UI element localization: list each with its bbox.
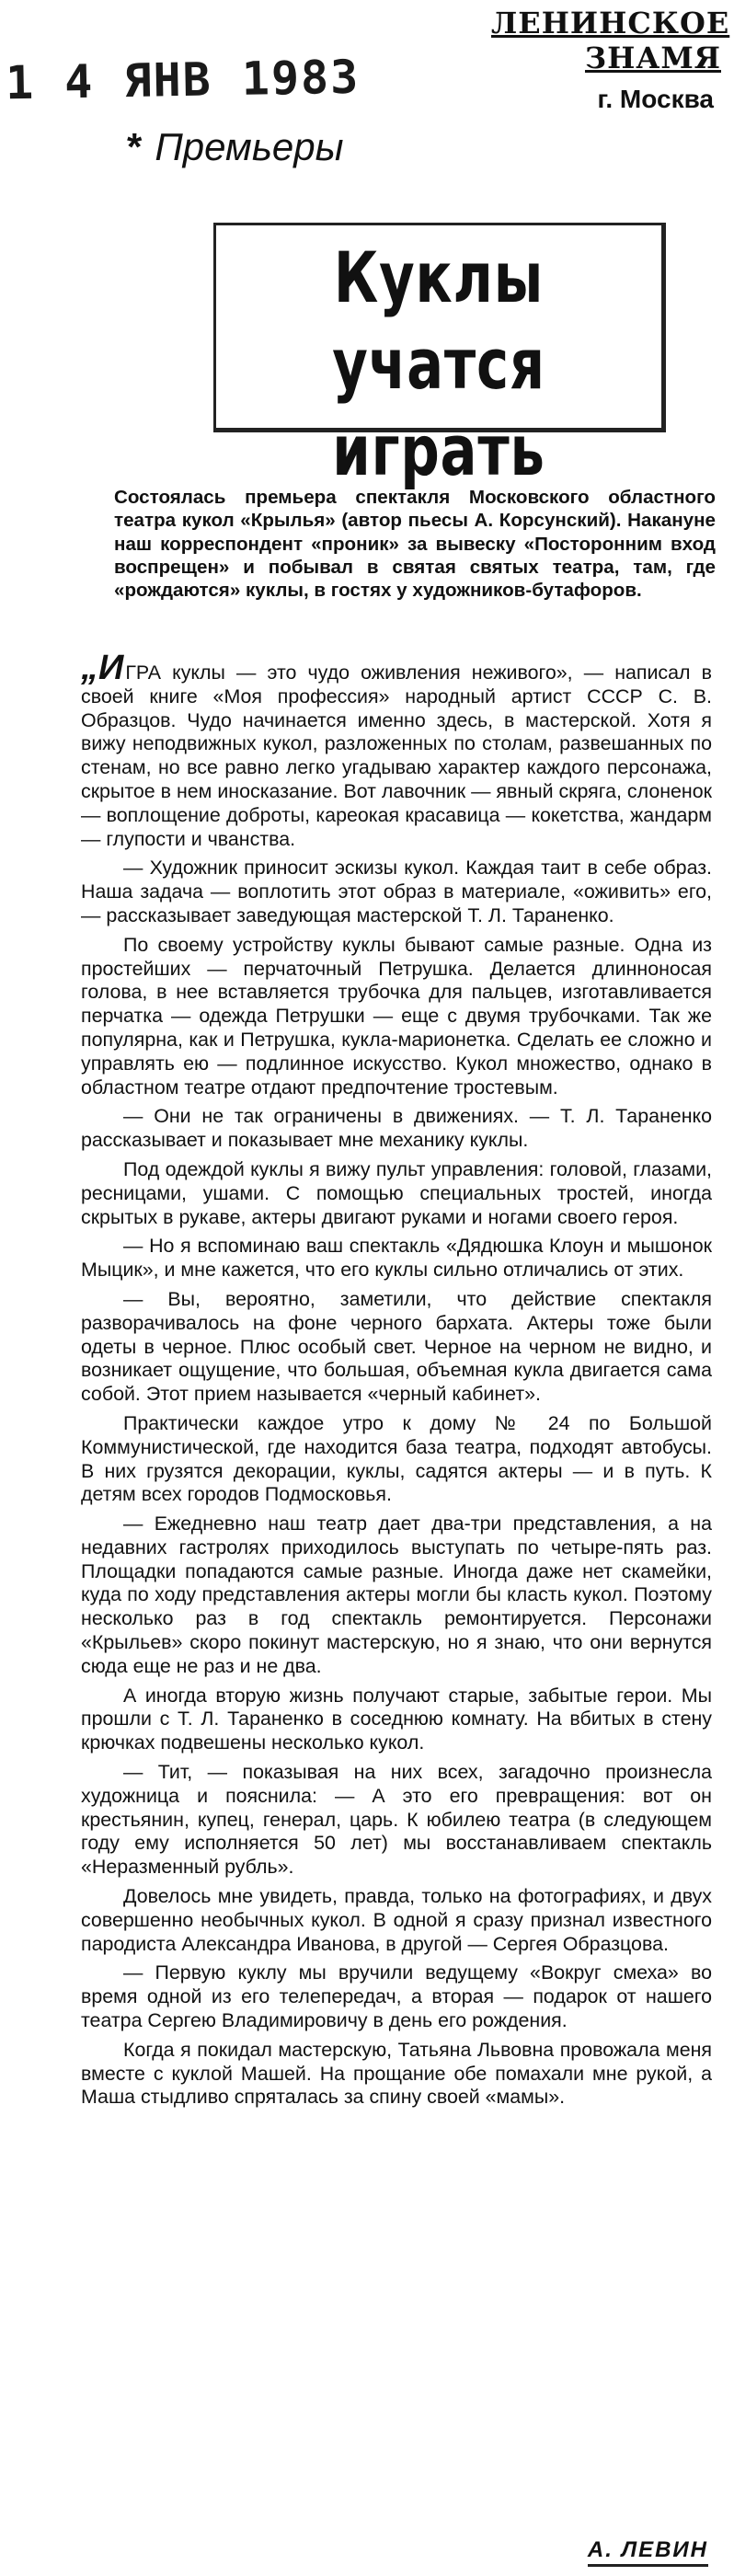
headline-line-1: Куклы учатся: [332, 236, 545, 405]
paragraph-text: ГРА куклы — это чудо оживления неживого», — написал в своей книге «Моя профессия» народный артист СССР С. В. Образцов. Чудо начинается именно здесь, в мастерской. Хотя я вижу неподвижных кукол, разложенных по столам, развешанных по стенам, но все равно легко угадываю характер каждого персонажа, скрытое в нем иносказание. Вот лавочник — явный скряга, слоненок — воплощение доброты, кареокая красавица — кокетства, жандарм — глупости и чванства.: [81, 661, 712, 850]
article-paragraph: Когда я покидал мастерскую, Татьяна Львовна провожала меня вместе с куклой Машей. На прощание обе помахали мне рукой, а Маша стыдливо спряталась за спину своей «мамы».: [81, 2038, 712, 2109]
article-paragraph: — Но я вспоминаю ваш спектакль «Дядюшка Клоун и мышонок Мыцик», и мне кажется, что его куклы сильно отличались от этих.: [81, 1235, 712, 1282]
city-label: г. Москва: [597, 85, 714, 113]
lead-paragraph: Состоялась премьера спектакля Московского областного театра кукол «Крылья» (автор пьесы А. Корсунский). Накануне наш корреспондент «проник» за вывеску «Посторонним вход воспрещен» и побывал в святая святых театра, там, где «рождаются» куклы, в гостях у художников-бутафоров.: [114, 487, 716, 602]
headline-line-2: играть: [332, 409, 545, 491]
section-label: Премьеры: [155, 125, 344, 168]
drop-cap: „И: [81, 649, 124, 687]
date-stamp: 1 4 ЯНВ 1983: [5, 50, 361, 110]
article-paragraph: — Тит, — показывая на них всех, загадочно произнесла художница и пояснила: — А это его превращения: вот он крестьянин, купец, генерал, царь. К юбилею театра (в следующем году ему исполняется 50 лет) мы восстанавливаем спектакль «Неразменный рубль».: [81, 1761, 712, 1879]
article-paragraph: Под одеждой куклы я вижу пульт управления: головой, глазами, ресницами, ушами. С помощью специальных тростей, иногда скрытых в рукаве, актеры двигают руками и ногами своего героя.: [81, 1157, 712, 1228]
article-paragraph: По своему устройству куклы бывают самые разные. Одна из простейших — перчаточный Петрушка. Делается длинноносая голова, в нее вставляется трубочка для пальцев, изготавливается перчатка — одежда Петрушки — еще с двумя трубочками. Так же популярна, как и Петрушка, кукла-марионетка. Сделать ее сложно и управлять ею — подлинное искусство. Кукол множество, однако в областном театре отдают предпочтение тростевым.: [81, 933, 712, 1098]
article-paragraph: Практически каждое утро к дому № 24 по Большой Коммунистической, где находится база театра, подходят автобусы. В них грузятся декорации, куклы, садятся актеры — и в путь. К детям всех городов Подмосковья.: [81, 1411, 712, 1506]
article-paragraph: — Они не так ограничены в движениях. — Т. Л. Тараненко рассказывает и показывает мне механику куклы.: [81, 1105, 712, 1152]
article-paragraph: [81, 649, 712, 851]
article-paragraph: Довелось мне увидеть, правда, только на фотографиях, и двух совершенно необычных кукол. В одной я сразу признал известного пародиста Александра Иванова, в другой — Сергея Образцова.: [81, 1885, 712, 1955]
star-icon: *: [127, 125, 143, 168]
article-paragraph: — Художник приносит эскизы кукол. Каждая таит в себе образ. Наша задача — воплотить этот образ в материале, «оживить» его, — рассказывает заведующая мастерской Т. Л. Тараненко.: [81, 857, 712, 926]
section-heading: [127, 125, 344, 169]
article-paragraph: А иногда вторую жизнь получают старые, забытые герои. Мы прошли с Т. Л. Тараненко в соседнюю комнату. На вбитых в стену крючках подвешены несколько кукол.: [81, 1684, 712, 1754]
article-body: [81, 649, 712, 2115]
headline-box: [213, 223, 666, 491]
author-signature: А. ЛЕВИН: [588, 2537, 708, 2567]
masthead: [491, 6, 730, 114]
article-paragraph: — Первую куклу мы вручили ведущему «Вокруг смеха» во время одной из его телепередач, а вторая — подарок от нашего театра Сергею Владимировичу в день его рождения.: [81, 1961, 712, 2032]
article-paragraph: — Вы, вероятно, заметили, что действие спектакля разворачивалось на фоне черного бархата. Актеры тоже были одеты в черное. Плюс особый свет. Черное на черном не видно, и возникает ощущение, что большая, объемная кукла двигается сама собой. Этот прием называется «черный кабинет».: [81, 1287, 712, 1406]
article-paragraph: — Ежедневно наш театр дает два-три представления, а на недавних гастролях приходилось выступать по четыре-пять раз. Площадки попадаются самые разные. Иногда даже нет скамейки, куда по ходу представления актеры могли бы класть кукол. Поэтому несколько раз в год спектакль ремонтируется. Персонажи «Крыльев» скоро покинут мастерскую, но я знаю, что они вернутся сюда еще не раз и не два.: [81, 1512, 712, 1677]
newspaper-name: ЛЕНИНСКОЕ ЗНАМЯ: [491, 6, 730, 75]
